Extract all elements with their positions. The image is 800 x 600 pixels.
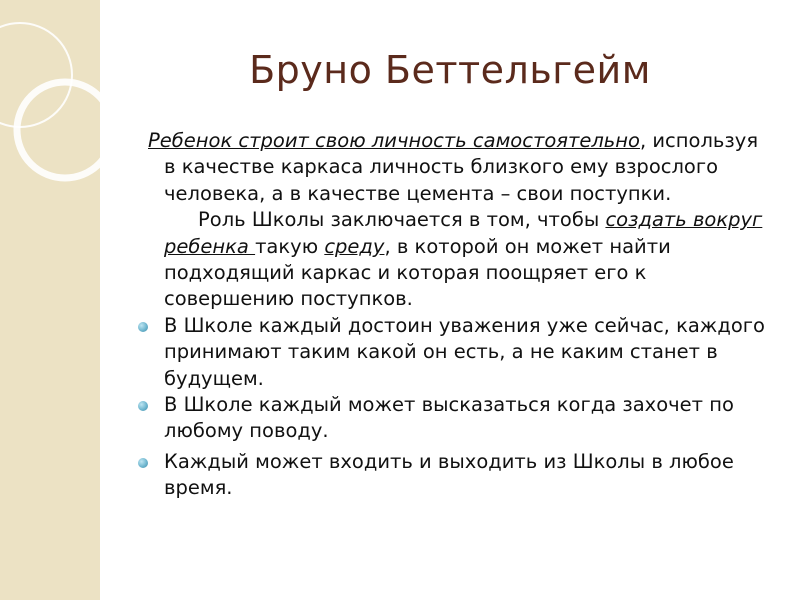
- decorative-rings: [0, 0, 100, 600]
- intro-rest: используя в качестве каркаса личность близкого ему взрослого человека, а в качестве цемента – свои поступки.: [164, 129, 759, 205]
- school-role-link1: создать вокруг ребенка: [164, 208, 763, 258]
- school-role-paragraph: [134, 207, 774, 313]
- bullet-text: Каждый может входить и выходить из Школы в любое время.: [164, 449, 734, 500]
- slide-content: [134, 128, 774, 502]
- bullet-item: [134, 313, 774, 392]
- bullet-item: [134, 392, 774, 445]
- school-role-part1: Роль Школы заключается в том, чтобы: [198, 208, 606, 232]
- bullet-icon: [138, 458, 148, 468]
- intro-comma: ,: [639, 129, 647, 152]
- bullet-icon: [138, 401, 148, 411]
- bullet-text: В Школе каждый достоин уважения уже сейчас, каждого принимают таким какой он есть, а не каким станет в будущем.: [164, 313, 765, 390]
- school-role-link2: среду: [324, 234, 385, 258]
- bullet-text: В Школе каждый может высказаться когда захочет по любому поводу.: [164, 393, 734, 443]
- bullet-icon: [138, 322, 148, 332]
- school-role-part2: такую: [255, 234, 325, 258]
- intro-paragraph: [134, 128, 774, 207]
- school-role-part3: , в которой он может найти подходящий каркас и которая поощряет его к совершению поступков.: [164, 234, 671, 311]
- bullet-item: [134, 449, 774, 502]
- slide-title: Бруно Беттельгейм: [249, 48, 651, 92]
- intro-italic-lead: Ребенок строит свою личность самостоятельно: [148, 129, 640, 152]
- decorative-sidebar: [0, 0, 100, 600]
